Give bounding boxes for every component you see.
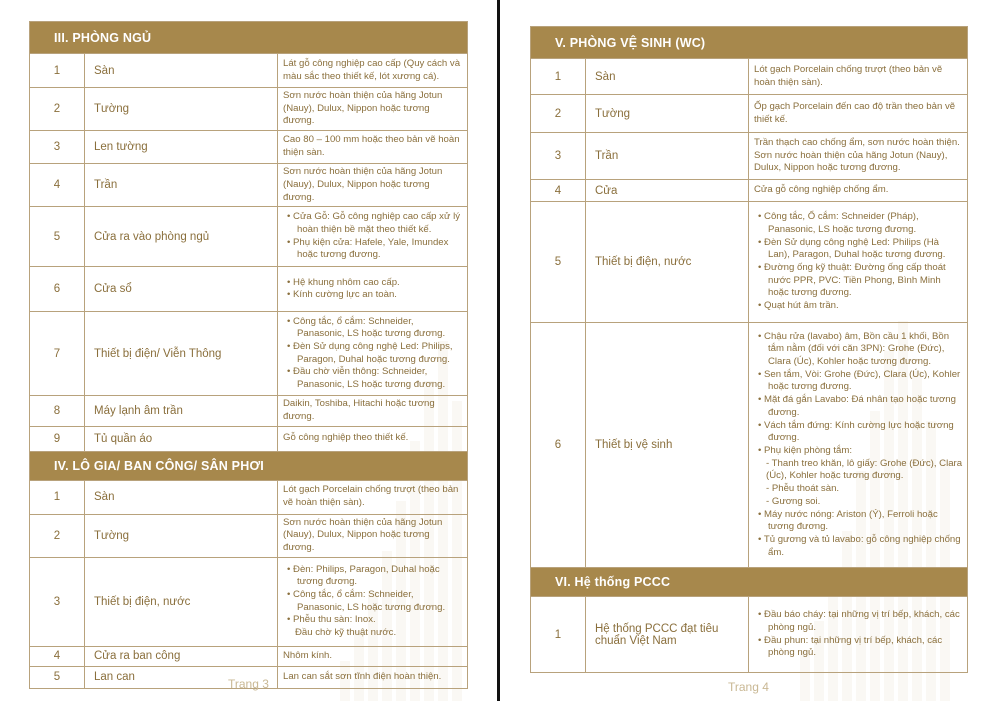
item-name: Tường — [586, 95, 749, 133]
description-line: Sơn nước hoàn thiện của hãng Jotun (Nauy), Dulux, Nippon hoặc tương đương. — [283, 516, 443, 554]
row-number: 6 — [531, 323, 586, 568]
section-header — [30, 451, 468, 480]
table-row — [30, 164, 468, 207]
row-number: 8 — [30, 396, 85, 426]
row-number: 3 — [30, 557, 85, 646]
item-description — [278, 267, 468, 312]
item-description — [278, 207, 468, 267]
description-line: • Đầu chờ viễn thông: Schneider, Panasonic, LS hoặc tương đương. — [287, 366, 446, 391]
row-number: 3 — [30, 131, 85, 164]
table-row — [30, 131, 468, 164]
section-title: IV. LÔ GIA/ BAN CÔNG/ SÂN PHƠI — [30, 451, 468, 480]
section-title: VI. Hệ thống PCCC — [531, 568, 968, 597]
row-number: 5 — [531, 202, 586, 323]
item-description — [749, 95, 968, 133]
description-line: Sơn nước hoàn thiện của hãng Jotun (Nauy), Dulux, Nippon hoặc tương đương. — [283, 166, 443, 203]
description-line: • Kính cường lực an toàn. — [287, 289, 397, 301]
item-description — [749, 202, 968, 323]
row-number: 2 — [30, 88, 85, 131]
item-description — [278, 54, 468, 88]
row-number: 1 — [30, 480, 85, 514]
description-line: • Mặt đá gắn Lavabo: Đá nhân tạo hoặc tương đương. — [758, 394, 956, 418]
item-name: Sàn — [85, 480, 278, 514]
item-name: Trần — [85, 164, 278, 207]
description-line: • Công tắc, ổ cắm: Schneider, Panasonic, LS hoặc tương đương. — [287, 315, 446, 340]
description-line: Gỗ công nghiệp theo thiết kế. — [283, 432, 409, 444]
description-line: • Sen tắm, Vòi: Grohe (Đức), Clara (Úc), Kohler hoặc tương đương. — [758, 368, 961, 393]
row-number: 1 — [531, 59, 586, 95]
item-description — [278, 557, 468, 646]
item-description — [278, 88, 468, 131]
page-number: Trang 4 — [728, 680, 769, 694]
table-row — [30, 207, 468, 267]
item-description — [278, 514, 468, 557]
item-description — [749, 597, 968, 673]
table-row — [531, 323, 968, 568]
item-description — [278, 396, 468, 426]
description-line: - Phễu thoát sàn. — [766, 483, 840, 495]
page-right — [500, 0, 1000, 701]
description-line: • Phễu thu sàn: Inox. — [287, 614, 376, 626]
item-name: Tường — [85, 514, 278, 557]
description-line: Đầu chờ kỹ thuật nước. — [295, 627, 397, 639]
description-line: Daikin, Toshiba, Hitachi hoặc tương đương. — [283, 398, 435, 422]
item-name: Cửa sổ — [85, 267, 278, 312]
item-name: Lan can — [85, 666, 278, 688]
description-line: • Vách tắm đứng: Kính cường lực hoặc tương đương. — [758, 419, 954, 444]
item-name: Thiết bị điện, nước — [85, 557, 278, 646]
item-description — [278, 426, 468, 451]
item-description — [278, 666, 468, 688]
item-name: Sàn — [85, 54, 278, 88]
table-row — [30, 646, 468, 666]
description-line: Ốp gạch Porcelain đến cao độ trần theo bản vẽ thiết kế. — [754, 100, 956, 125]
row-number: 1 — [531, 597, 586, 673]
row-number: 5 — [30, 207, 85, 267]
item-description — [278, 164, 468, 207]
description-line: - Gương soi. — [766, 495, 821, 507]
description-line: Nhôm kính. — [283, 649, 333, 661]
row-number: 4 — [30, 164, 85, 207]
section-title: V. PHÒNG VỆ SINH (WC) — [531, 27, 968, 59]
description-line: • Máy nước nóng: Ariston (Ý), Ferroli hoặc tương đương. — [758, 508, 938, 533]
description-line: • Tủ gương và tủ lavabo: gỗ công nghiệp chống ẩm. — [758, 533, 961, 558]
item-name: Thiết bị vệ sinh — [586, 323, 749, 568]
table-row — [531, 133, 968, 180]
section-header — [531, 27, 968, 59]
row-number: 3 — [531, 133, 586, 180]
item-name: Thiết bị điện/ Viễn Thông — [85, 312, 278, 396]
description-line: Lan can sắt sơn tĩnh điện hoàn thiện. — [283, 670, 442, 682]
table-row — [30, 480, 468, 514]
row-number: 9 — [30, 426, 85, 451]
table-row — [531, 59, 968, 95]
table-row — [30, 514, 468, 557]
section-header — [30, 22, 468, 54]
spec-table-left — [29, 21, 468, 689]
page-number: Trang 3 — [228, 677, 269, 691]
table-row — [531, 180, 968, 202]
item-name: Len tường — [85, 131, 278, 164]
item-name: Hệ thống PCCC đạt tiêu chuẩn Việt Nam — [586, 597, 749, 673]
item-description — [749, 180, 968, 202]
item-description — [278, 312, 468, 396]
item-name: Trần — [586, 133, 749, 180]
table-row — [30, 267, 468, 312]
section-header — [531, 568, 968, 597]
row-number: 2 — [531, 95, 586, 133]
description-line: Lót gạch Porcelain chống trượt (theo bản vẽ hoàn thiện sàn). — [283, 484, 459, 509]
table-row — [30, 54, 468, 88]
table-row — [531, 597, 968, 673]
row-number: 2 — [30, 514, 85, 557]
row-number: 4 — [30, 646, 85, 666]
row-number: 4 — [531, 180, 586, 202]
description-line: • Đèn Sử dụng công nghệ Led: Philips, Paragon, Duhal hoặc tương đương. — [287, 341, 453, 365]
description-line: • Đầu phun: tại những vị trí bếp, khách, các phòng ngủ. — [758, 634, 943, 659]
description-line: Cửa gỗ công nghiệp chống ẩm. — [754, 184, 889, 196]
description-line: • Quạt hút âm trần. — [758, 300, 839, 312]
item-name: Sàn — [586, 59, 749, 95]
item-name: Thiết bị điện, nước — [586, 202, 749, 323]
item-name: Tủ quần áo — [85, 426, 278, 451]
row-number: 1 — [30, 54, 85, 88]
description-line: • Cửa Gỗ: Gỗ công nghiệp cao cấp xử lý hoàn thiện bề mặt theo thiết kế. — [287, 211, 460, 236]
description-line: • Phụ kiện phòng tắm: — [758, 445, 853, 456]
item-name: Cửa — [586, 180, 749, 202]
table-row — [30, 88, 468, 131]
row-number: 5 — [30, 666, 85, 688]
description-line: Lát gỗ công nghiệp cao cấp (Quy cách và màu sắc theo thiết kế, lót xương cá). — [283, 57, 461, 82]
table-row — [531, 202, 968, 323]
item-description — [278, 480, 468, 514]
section-title: III. PHÒNG NGỦ — [30, 22, 468, 54]
item-description — [749, 59, 968, 95]
description-line: • Hệ khung nhôm cao cấp. — [287, 276, 400, 288]
item-description — [749, 133, 968, 180]
item-description — [278, 131, 468, 164]
description-line: Lót gạch Porcelain chống trượt (theo bản vẽ hoàn thiện sàn). — [754, 63, 943, 88]
item-name: Tường — [85, 88, 278, 131]
description-line: - Thanh treo khăn, lô giấy: Grohe (Đức), Clara (Úc), Kohler hoặc tương đương. — [766, 457, 963, 482]
row-number: 7 — [30, 312, 85, 396]
item-name: Máy lạnh âm trần — [85, 396, 278, 426]
description-line: • Phụ kiện cửa: Hafele, Yale, Imundex hoặc tương đương. — [287, 236, 449, 261]
item-description — [749, 323, 968, 568]
description-line: • Đường ống kỹ thuật: Đường ống cấp thoát nước PPR, PVC: Tiền Phong, Bình Minh hoặc tương đương. — [758, 262, 946, 299]
description-line: Cao 80 – 100 mm hoặc theo bản vẽ hoàn thiện sàn. — [283, 134, 460, 159]
table-row — [30, 312, 468, 396]
page-left — [0, 0, 497, 701]
table-row — [30, 557, 468, 646]
item-description — [278, 646, 468, 666]
row-number: 6 — [30, 267, 85, 312]
description-line: Sơn nước hoàn thiện của hãng Jotun (Nauy), Dulux, Nippon hoặc tương đương. — [283, 90, 443, 127]
table-row — [531, 95, 968, 133]
item-name: Cửa ra vào phòng ngủ — [85, 207, 278, 267]
spec-table-right — [530, 26, 968, 673]
description-line: • Đèn Sử dụng công nghệ Led: Philips (Hà Lan), Paragon, Duhal hoặc tương đương. — [758, 236, 946, 261]
item-name: Cửa ra ban công — [85, 646, 278, 666]
table-row — [30, 426, 468, 451]
description-line: • Công tắc, ổ cắm: Schneider, Panasonic, LS hoặc tương đương. — [287, 589, 446, 613]
description-line: Trần thạch cao chống ẩm, sơn nước hoàn thiện. Sơn nước hoàn thiện của hãng Jotun (Nauy), Dulux, Nippon hoặc tương đương. — [754, 136, 960, 174]
description-line: • Công tắc, Ổ cắm: Schneider (Pháp), Panasonic, LS hoặc tương đương. — [758, 211, 919, 235]
description-line: • Đèn: Philips, Paragon, Duhal hoặc tương đương. — [287, 563, 440, 588]
description-line: • Đầu báo cháy: tại những vị trí bếp, khách, các phòng ngủ. — [758, 609, 960, 633]
table-row — [30, 396, 468, 426]
description-line: • Chậu rửa (lavabo) âm, Bồn cầu 1 khối, Bồn tắm nằm (đối với căn 3PN): Grohe (Đức), Clara (Úc), Kohler hoặc tương đương. — [758, 330, 950, 368]
